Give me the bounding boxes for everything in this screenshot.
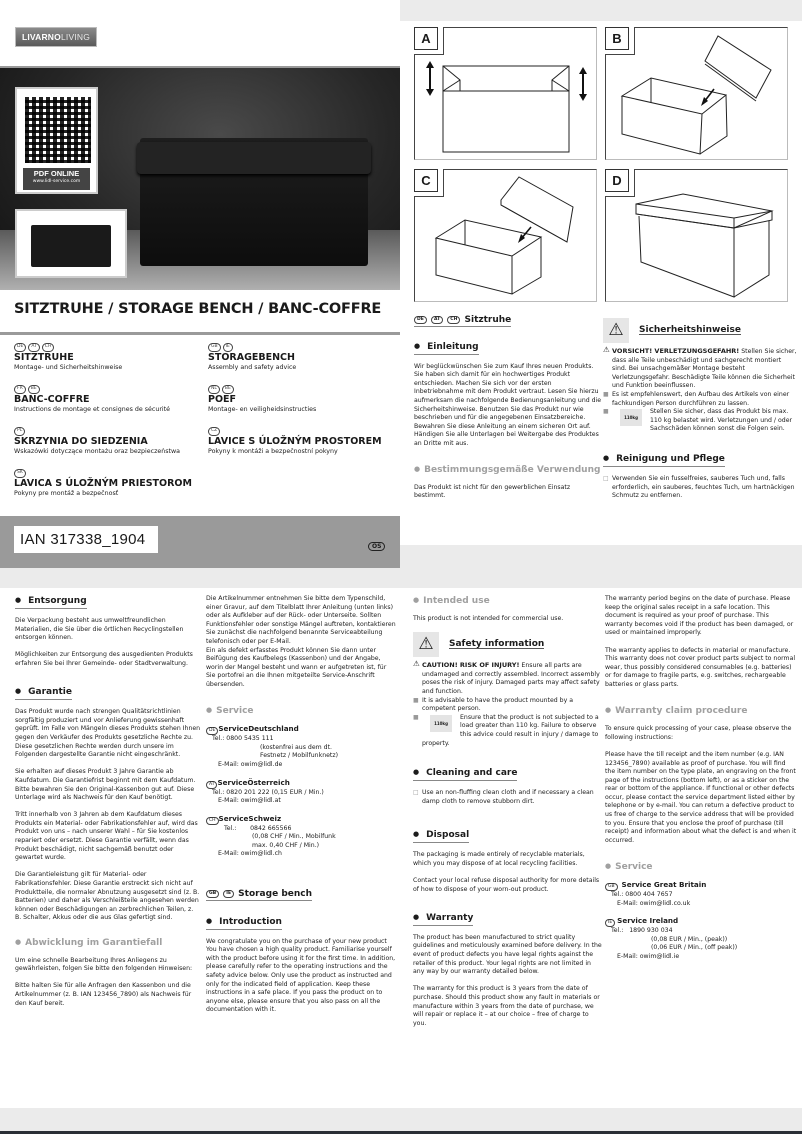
- section-heading-claim: ● Warranty claim procedure: [605, 704, 797, 717]
- email-address[interactable]: owim@lidl.ch: [240, 850, 282, 858]
- figure-panel-a: [414, 27, 597, 160]
- language-entry: [14, 427, 204, 456]
- email-address[interactable]: owim@lidl.co.uk: [639, 899, 691, 907]
- flag-badge: IE: [223, 890, 234, 898]
- language-entry: [208, 427, 398, 456]
- disposal-text: Möglichkeiten zur Entsorgung des ausgedienten Produkts erfahren Sie bei Ihrer Gemeinde- oder Stadtverwaltung.: [15, 651, 193, 667]
- flag-badge: AT: [431, 316, 443, 324]
- country-flags: [14, 343, 204, 352]
- service-entry-de: [206, 725, 396, 769]
- language-description: Wskazówki dotyczące montażu oraz bezpieczeństwa: [14, 448, 181, 455]
- de-column-2: [603, 318, 797, 501]
- language-product-name: LAVICE S ÚLOŽNÝM PROSTOREM: [208, 436, 382, 447]
- country-flags: [208, 385, 398, 394]
- safety-bullet: [603, 408, 797, 434]
- tariff-note: (0,08 EUR / Min., (peak)): [651, 935, 728, 943]
- phone-number[interactable]: 0820 201 222 (0,15 EUR / Min.): [226, 788, 324, 796]
- caution-text: Stellen Sie sicher, dass alle Teile unbeschädigt und sachgerecht montiert sind. Bei unsachgemäßer Montage besteht Verletzungsgefahr. Beschädigte Teile können die Sicherheit und Funktion beeinflussen.: [612, 348, 797, 390]
- flag-badge: FR: [14, 385, 26, 394]
- safety-bullet: [413, 697, 603, 714]
- warning-triangle-icon: ⚠: [603, 318, 629, 343]
- tariff-note: (0,08 CHF / Min., Mobilfunk: [252, 833, 336, 841]
- language-title: Sitztruhe: [464, 315, 512, 325]
- email-address[interactable]: owim@lidl.at: [240, 797, 281, 805]
- caution-item: [603, 347, 797, 391]
- section-heading-entsorgung: ● Entsorgung: [15, 594, 87, 609]
- tel-label: Tel.:: [611, 927, 624, 935]
- intended-use-text: Das Produkt ist nicht für den gewerblichen Einsatz bestimmt.: [414, 483, 571, 500]
- figure-panel-b: [605, 27, 788, 160]
- service-name: ServiceDeutschland: [218, 724, 299, 734]
- language-description: Instructions de montage et consignes de sécurité: [14, 406, 171, 413]
- section-heading-introduction: ● Introduction: [206, 915, 282, 930]
- figures-page: [400, 0, 802, 545]
- language-entry: [14, 385, 204, 414]
- phone-number[interactable]: 0800 404 7657: [625, 891, 673, 899]
- english-page: [400, 588, 802, 1108]
- flag-badge: IE: [605, 919, 615, 927]
- weight-load-icon: 110kg: [620, 409, 642, 426]
- language-product-name: BANC-COFFRE: [14, 394, 90, 405]
- title-divider: [0, 332, 400, 335]
- intro-text: We congratulate you on the purchase of your new product You have chosen a high quality product. Familiarise yourself with the product before using it for the first time. In addition, please carefully refer to the operating instructions and the safety advice below. Only use the product as instructed and only for the indicated field of application. Keep these instructions in a safe place. If you pass the product on to anyone else, please ensure that you also pass on all the documentation with it.: [206, 937, 396, 1014]
- section-heading-service: ● Service: [206, 704, 396, 717]
- service-name: ServiceÖsterreich: [217, 777, 290, 787]
- warning-small-icon: ⚠: [603, 345, 610, 354]
- section-heading-cleaning: ● Cleaning and care: [413, 766, 517, 781]
- country-flags: [14, 427, 204, 436]
- en-language-heading: [206, 890, 312, 901]
- warranty-text: The product has been manufactured to strict quality guidelines and meticulously examined before delivery. In the event of product defects you have legal rights against the retailer of this product. Your legal rights are not limited in any way by our warranty detailed below.: [413, 933, 602, 976]
- intended-use-text: This product is not intended for commercial use.: [413, 615, 564, 622]
- country-flags: [208, 343, 398, 352]
- flag-badge: GB: [206, 890, 219, 898]
- safety-bullet: [603, 391, 797, 408]
- caution-item: [413, 661, 603, 696]
- flag-badge: CH: [42, 343, 55, 352]
- section-heading-einleitung: ● Einleitung: [414, 340, 479, 355]
- section-heading-verwendung: ● Bestimmungsgemäße Verwendung: [414, 463, 602, 476]
- flag-badge: DE: [14, 343, 26, 352]
- flag-badge: NL: [208, 385, 220, 394]
- panel-label: C: [414, 169, 438, 192]
- en-column-2: [605, 595, 797, 971]
- section-heading-disposal: ● Disposal: [413, 828, 469, 843]
- section-heading-garantiefall: ● Abwicklung im Garantiefall: [15, 936, 201, 949]
- logo-brand: LIVARNO: [21, 32, 61, 42]
- safety-title: Sicherheitshinweise: [639, 324, 741, 335]
- flag-badge: BE: [28, 385, 40, 394]
- country-flags: [208, 427, 398, 436]
- checkbox-bullet-icon: □: [413, 789, 419, 797]
- language-description: Montage- en veiligheidsinstructies: [208, 406, 317, 413]
- cleaning-text: Verwenden Sie ein fusselfreies, sauberes Tuch und, falls erforderlich, ein sauberes, feuchtes Tuch, um hartnäckigen Schmutz zu entfernen.: [612, 474, 795, 500]
- flag-badge: CZ: [208, 427, 220, 436]
- flag-badge: PL: [14, 427, 25, 436]
- disposal-text: The packaging is made entirely of recyclable materials, which you may dispose of at local recycling facilities.: [413, 851, 585, 867]
- warning-triangle-icon: ⚠: [413, 632, 439, 657]
- flag-badge: AT: [28, 343, 39, 352]
- service-entry-at: [206, 779, 396, 806]
- cover-page: [0, 0, 400, 568]
- cleaning-bullet: [603, 475, 797, 501]
- service-entry-ie: [605, 917, 797, 961]
- cleaning-text: Use an non-fluffing clean cloth and if necessary a clean damp cloth to remove stubborn dirt.: [422, 789, 594, 805]
- language-description: Pokyny pre montáž a bezpečnosť: [14, 490, 119, 497]
- qr-code-card[interactable]: [15, 87, 98, 194]
- pdf-online-label: [23, 168, 90, 190]
- language-description: Pokyny k montáži a bezpečnostní pokyny: [208, 448, 338, 455]
- warranty-text: Tritt innerhalb von 3 Jahren ab dem Kaufdatum dieses Produkts ein Material- oder Fabrikationsfehler auf, wird das Produkt von uns – nach unserer Wahl – für Sie kostenlos repariert oder ersetzt. Diese Garantie verfällt, wenn das Produkt beschädigt, nicht sachgemäß benutzt oder gewartet wurde.: [15, 811, 198, 862]
- bullet-icon: ■: [603, 390, 609, 398]
- tel-label: Tel.:: [212, 735, 225, 743]
- safety-title: Safety information: [449, 638, 545, 649]
- service-name: Service Great Britain: [621, 880, 707, 890]
- disposal-text: Die Verpackung besteht aus umweltfreundlichen Materialien, die Sie über die örtlichen Recyclingstellen entsorgen können.: [15, 617, 184, 642]
- email-label: E-Mail:: [218, 850, 239, 858]
- de-column-1: [414, 316, 602, 509]
- safety-heading: [413, 632, 603, 657]
- claim-text: Ein als defekt erfasstes Produkt können Sie dann unter Beifügung des Kaufbelegs (Kassenbon) und der Angabe, worin der Mangel besteht und wann er aufgetreten ist, für Sie portofrei an die Ihnen mitgeteilte Service-Anschrift übersenden.: [206, 646, 387, 688]
- section-heading-reinigung: ● Reinigung und Pflege: [603, 452, 725, 467]
- bullet-icon: ■: [413, 713, 419, 721]
- flag-badge: DE: [206, 727, 218, 735]
- bullet-text: Stellen Sie sicher, dass das Produkt bis max. 110 kg belastet wird. Verletzungen und / oder Sachschäden können sonst die Folgen sein.: [650, 408, 793, 433]
- language-description: Assembly and safety advice: [208, 364, 297, 371]
- document-title: SITZTRUHE / STORAGE BENCH / BANC-COFFRE: [14, 301, 382, 317]
- language-entry: [14, 469, 204, 498]
- section-heading-garantie: ● Garantie: [15, 685, 72, 700]
- service-entry-gb: [605, 881, 797, 908]
- german-continued-page: [0, 588, 400, 1108]
- caution-text: Ensure all parts are undamaged and correctly assembled. Incorrect assembly poses the risk of injury. Damaged parts may affect safety and function.: [422, 662, 600, 695]
- email-label: E-Mail:: [617, 899, 638, 907]
- tel-label: Tel.:: [212, 788, 225, 796]
- flag-badge: GB: [208, 343, 221, 352]
- checkbox-bullet-icon: □: [603, 474, 609, 482]
- claim-text: To ensure quick processing of your case, please observe the following instructions:: [605, 725, 792, 741]
- warranty-text: Das Produkt wurde nach strengen Qualitätsrichtlinien sorgfältig produziert und vor Anlieferung gewissenhaft geprüft. Im Falle von Mängeln dieses Produkts stehen Ihnen gegen den Verkäufer des Produkts gesetzliche Rechte zu. Diese gesetzlichen Rechte werden durch unsere im Folgenden dargestellte Garantie nicht eingeschränkt.: [15, 708, 201, 759]
- language-product-name: STORAGEBENCH: [208, 352, 295, 363]
- country-flags: [14, 385, 204, 394]
- language-entry: [14, 343, 204, 372]
- service-name: Service Ireland: [617, 916, 679, 926]
- phone-number[interactable]: 0842 665566: [250, 824, 292, 832]
- claim-text: Um eine schnelle Bearbeitung Ihres Anliegens zu gewährleisten, folgen Sie bitte den folgenden Hinweisen:: [15, 956, 193, 973]
- caution-label: VORSICHT! VERLETZUNGSGEFAHR!: [612, 347, 740, 355]
- flag-badge: AT: [206, 781, 217, 789]
- claim-text: Die Artikelnummer entnehmen Sie bitte dem Typenschild, einer Gravur, auf dem Titelblatt Ihrer Anleitung (unten links) oder als Aufkleber auf der Rück- oder Unterseite. Sollten Funktionsfehler oder sonstige Mängel auftreten, kontaktieren Sie zunächst die nachfolgend benannte Serviceabteilung telefonisch oder per E-Mail.: [206, 595, 396, 645]
- service-url: www.lidl-service.com: [32, 179, 81, 184]
- warranty-text: The warranty for this product is 3 years from the date of purchase. Should this product show any fault in materials or manufacture within 3 years from the date of purchase, we will repair or replace it – at our choice – free of charge to you.: [413, 985, 600, 1027]
- phone-number[interactable]: 1890 930 034: [629, 927, 673, 935]
- warranty-text: The warranty applies to defects in material or manufacture. This warranty does not cover product parts subject to normal wear, thus possibly considered consumables (e.g. batteries) or for damage to fragile parts, e.g. switches, rechargeable batteries or glass parts.: [605, 646, 796, 688]
- warranty-text: Sie erhalten auf dieses Produkt 3 Jahre Garantie ab Kaufdatum. Die Garantiefrist beginnt mit dem Kaufdatum. Bitte bewahren Sie den Original-Kassenbon gut auf. Diese Unterlage wird als Nachweis für den Kauf benötigt.: [15, 768, 196, 802]
- warranty-text: Die Garantieleistung gilt für Material- oder Fabrikationsfehler. Diese Garantie erstreckt sich nicht auf Produktteile, die normaler Abnutzung ausgesetzt sind (z. B. Batterien) und daher als Verschleißteile angesehen werden können oder Beschädigungen an zerbrechlichen Teilen, z. B. Schalter, Akkus oder die aus Glas gefertigt sind.: [15, 871, 200, 922]
- bullet-icon: ■: [413, 696, 419, 704]
- figure-panel-d: [605, 169, 788, 302]
- email-label: E-Mail:: [617, 953, 638, 960]
- panel-label: B: [605, 27, 629, 50]
- service-entry-ch: [206, 815, 396, 859]
- flag-badge: CH: [447, 316, 460, 324]
- de-column-4: [206, 595, 396, 1024]
- de-column-3: [15, 594, 201, 1017]
- tariff-note: Festnetz / Mobilfunknetz): [260, 752, 339, 760]
- email-address[interactable]: owim@lidl.de: [240, 760, 283, 768]
- safety-bullet: [413, 714, 603, 748]
- tel-label: Tel.:: [224, 824, 237, 832]
- flag-badge: GB: [605, 883, 618, 891]
- email-address[interactable]: owim@lidl.ie: [639, 953, 680, 960]
- language-entry: [208, 385, 398, 414]
- bullet-text: It is advisable to have the product mounted by a competent person.: [422, 696, 574, 713]
- claim-text: Please have the till receipt and the item number (e.g. IAN 123456_7890) available as proof of purchase. You will find the item number on the type plate, an engraving on the front page of the instructions (bottom left), or as a sticker on the rear or bottom of the appliance. If functional or other defects occur, please contact the service department listed either by telephone or by e-mail. You can return a defective product to us free of charge to the service address that will be provided to you. Ensure that you enclose the proof of purchase (till receipt) and information about what the defect is and when it occurred.: [605, 750, 797, 844]
- bullet-text: Es ist empfehlenswert, den Aufbau des Artikels von einer fachkundigen Person durchführen zu lassen.: [612, 390, 790, 407]
- qr-code-icon: [25, 97, 91, 163]
- en-column-1: [413, 594, 603, 1037]
- claim-text: Bitte halten Sie für alle Anfragen den Kassenbon und die Artikelnummer (z. B. IAN 123456_7890) als Nachweis für den Kauf bereit.: [15, 982, 192, 1007]
- section-heading-warranty: ● Warranty: [413, 911, 473, 926]
- flag-badge: CH: [206, 817, 219, 825]
- language-product-name: POEF: [208, 394, 237, 405]
- tariff-note: (kostenfrei aus dem dt.: [260, 743, 332, 751]
- tel-label: Tel.:: [611, 891, 624, 899]
- panel-label: A: [414, 27, 438, 50]
- ian-bar: [0, 516, 400, 568]
- warning-small-icon: ⚠: [413, 659, 420, 669]
- logo-sub: LIVING: [60, 32, 91, 42]
- bullet-icon: ■: [603, 408, 609, 416]
- language-title: Storage bench: [238, 889, 313, 900]
- weight-load-icon: 110kg: [430, 715, 452, 732]
- language-product-name: SITZTRUHE: [14, 352, 74, 363]
- warranty-text: The warranty period begins on the date of purchase. Please keep the original sales receipt in a safe location. This document is required as your proof of purchase. This warranty becomes void if the product has been damaged, or used or maintained improperly.: [605, 595, 794, 637]
- flag-badge: DE: [414, 316, 427, 324]
- tariff-note: (0,06 EUR / Min., (off peak)): [651, 944, 738, 952]
- pdf-online-text: PDF ONLINE: [33, 169, 80, 178]
- panel-label: D: [605, 169, 629, 192]
- flag-badge: SK: [14, 469, 26, 478]
- intro-text: Wir beglückwünschen Sie zum Kauf Ihres neuen Produkts. Sie haben sich damit für ein hochwertiges Produkt entschieden. Machen Sie sich vor der ersten Inbetriebnahme mit dem Produkt vertraut. Lesen Sie hierzu aufmerksam die nachfolgende Bedienungsanleitung und die Sicherheitshinweise. Benutzen Sie das Produkt nur wie beschrieben und für die angegebenen Einsatzbereiche. Bewahren Sie diese Anleitung an einem sicheren Ort auf. Händigen Sie alle Unterlagen bei Weitergabe des Produktes an Dritte mit aus.: [414, 362, 602, 447]
- flag-badge: IE: [223, 343, 233, 352]
- language-entry: [208, 343, 398, 372]
- caution-label: CAUTION! RISK OF INJURY!: [422, 661, 520, 670]
- os-badge: OS: [368, 542, 385, 551]
- country-flags: [14, 469, 204, 478]
- hero-bench-lid: [137, 142, 371, 174]
- email-label: E-Mail:: [218, 760, 239, 768]
- phone-number[interactable]: 0800 5435 111: [226, 735, 274, 743]
- section-heading-service: ● Service: [605, 860, 797, 873]
- thumbnail-bench: [31, 225, 111, 267]
- de-language-heading: [414, 316, 511, 327]
- ian-number: IAN 317338_1904: [14, 526, 158, 553]
- safety-heading: [603, 318, 797, 343]
- cleaning-bullet: [413, 789, 603, 806]
- tariff-note: max. 0,40 CHF / Min.): [252, 841, 320, 849]
- email-label: E-Mail:: [218, 797, 239, 805]
- section-heading-intended-use: ● Intended use: [413, 594, 603, 607]
- service-name: ServiceSchweiz: [218, 813, 282, 823]
- language-description: Montage- und Sicherheitshinweise: [14, 364, 123, 371]
- product-thumbnail: [15, 209, 127, 278]
- figure-panel-c: [414, 169, 597, 302]
- language-product-name: LAVICA S ÚLOŽNÝM PRIESTOROM: [14, 478, 192, 489]
- flag-badge: BE: [222, 385, 234, 394]
- language-product-name: SKRZYNIA DO SIEDZENIA: [14, 436, 148, 447]
- brand-logo: [15, 27, 97, 47]
- disposal-text: Contact your local refuse disposal authority for more details of how to dispose of your worn-out product.: [413, 877, 600, 893]
- bullet-text: Ensure that the product is not subjected to a load greater than 110 kg. Failure to observe this advice could result in injury / damage to property.: [422, 713, 599, 747]
